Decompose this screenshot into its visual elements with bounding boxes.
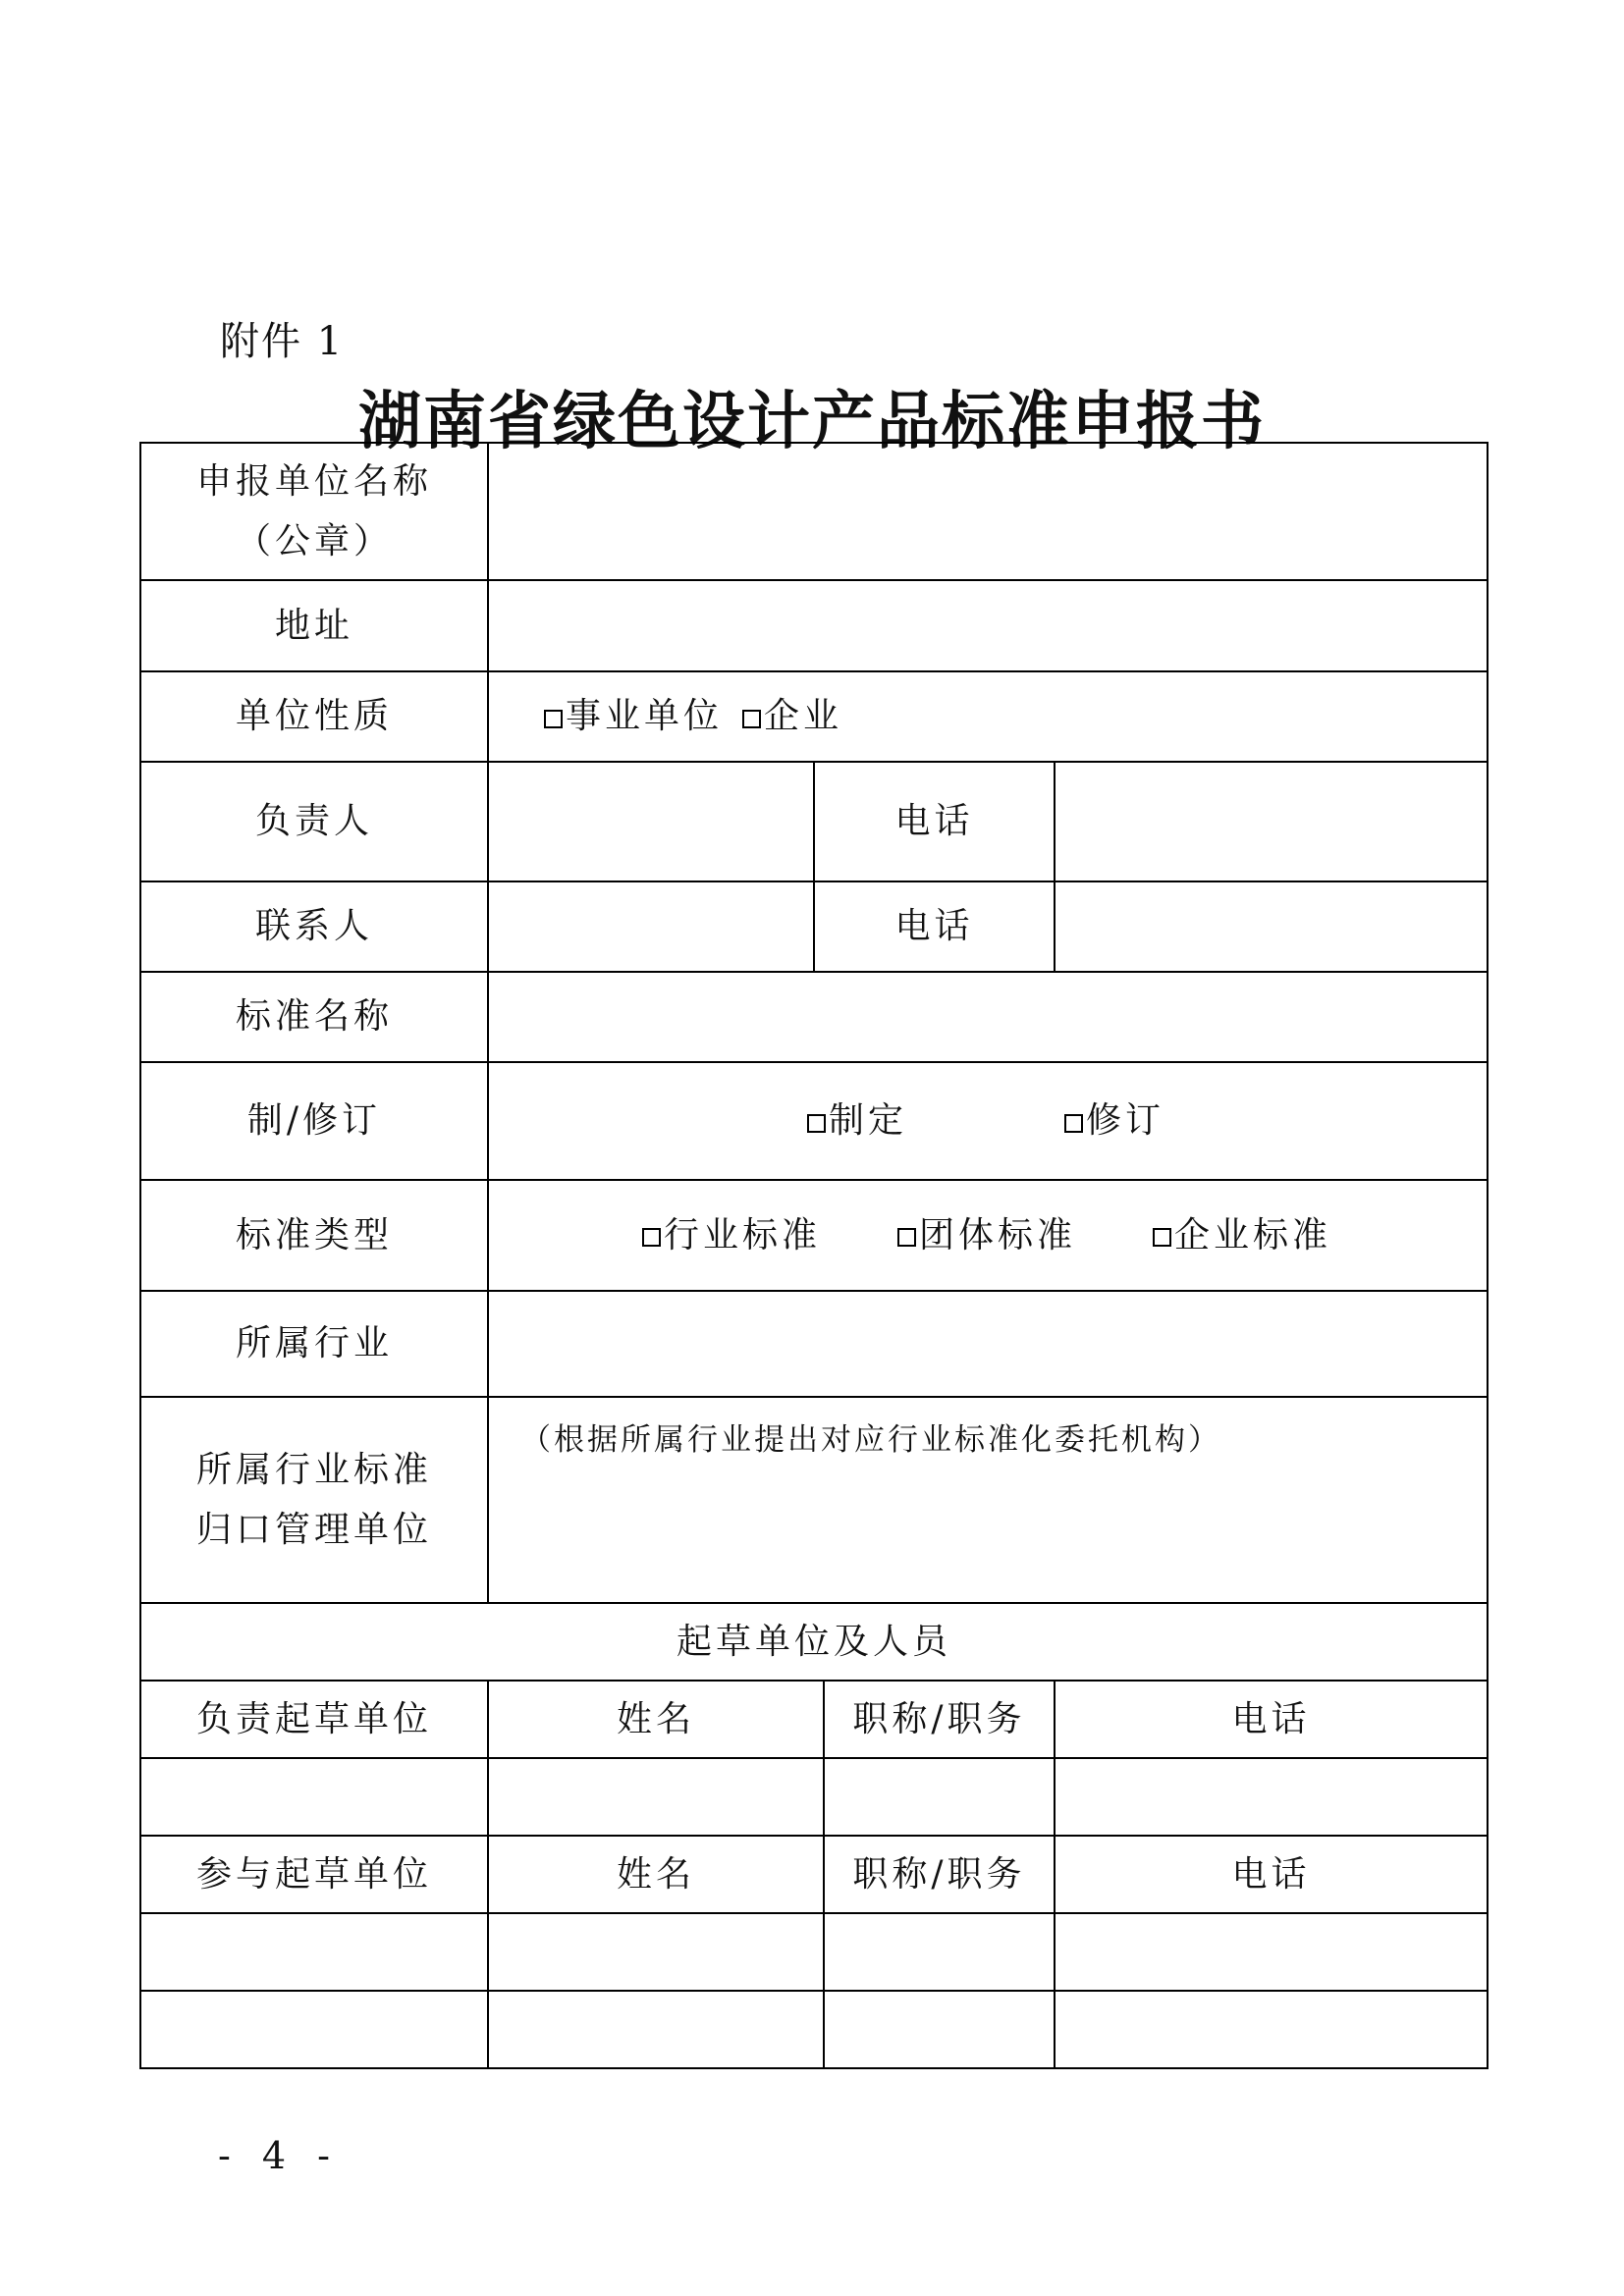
row-address bbox=[140, 580, 1488, 671]
part-name-field[interactable] bbox=[488, 1913, 824, 1991]
lead-drafter-header: 负责起草单位 bbox=[140, 1681, 488, 1758]
row-leader bbox=[140, 762, 1488, 881]
revision-option-create[interactable]: 制定 bbox=[807, 1091, 907, 1150]
lead-name-header: 姓名 bbox=[488, 1681, 824, 1758]
lead-title-field[interactable] bbox=[824, 1758, 1055, 1836]
applicant-label-cell bbox=[140, 443, 488, 580]
type-option-industry[interactable]: 行业标准 bbox=[642, 1205, 821, 1265]
checkbox-icon[interactable] bbox=[1064, 1114, 1083, 1133]
lead-phone-header: 电话 bbox=[1055, 1681, 1488, 1758]
contact-phone-field[interactable] bbox=[1055, 881, 1488, 972]
row-management-unit bbox=[140, 1397, 1488, 1603]
page-title: 湖南省绿色设计产品标准申报书 bbox=[358, 386, 1266, 458]
part-name-header: 姓名 bbox=[488, 1836, 824, 1913]
standard-name-field[interactable] bbox=[488, 972, 1488, 1062]
contact-phone-label: 电话 bbox=[814, 881, 1055, 972]
part-phone-field[interactable] bbox=[1055, 1913, 1488, 1991]
row-applicant bbox=[140, 443, 1488, 580]
part-phone-field[interactable] bbox=[1055, 1991, 1488, 2068]
nature-label: 单位性质 bbox=[140, 671, 488, 762]
leader-phone-label: 电话 bbox=[814, 762, 1055, 881]
type-option-group[interactable]: 团体标准 bbox=[897, 1205, 1076, 1265]
applicant-field[interactable] bbox=[488, 443, 1488, 580]
part-title-header: 职称/职务 bbox=[824, 1836, 1055, 1913]
attachment-label: 附件 1 bbox=[220, 319, 345, 364]
nature-option-institution[interactable]: 事业单位 bbox=[544, 686, 723, 746]
mgmt-label-line2: 归口管理单位 bbox=[195, 1510, 432, 1550]
lead-title-header: 职称/职务 bbox=[824, 1681, 1055, 1758]
leader-field[interactable] bbox=[488, 762, 814, 881]
part-drafter-unit-field[interactable] bbox=[140, 1991, 488, 2068]
nature-options-cell bbox=[488, 671, 1488, 762]
leader-phone-field[interactable] bbox=[1055, 762, 1488, 881]
standard-type-options-cell bbox=[488, 1180, 1488, 1291]
row-part-drafter-entry-2 bbox=[140, 1991, 1488, 2068]
revision-options-cell bbox=[488, 1062, 1488, 1180]
contact-label: 联系人 bbox=[140, 881, 488, 972]
standard-type-label: 标准类型 bbox=[140, 1180, 488, 1291]
row-industry bbox=[140, 1291, 1488, 1397]
page-number: - 4 - bbox=[218, 2134, 341, 2177]
row-standard-name bbox=[140, 972, 1488, 1062]
row-revision bbox=[140, 1062, 1488, 1180]
part-drafter-header: 参与起草单位 bbox=[140, 1836, 488, 1913]
checkbox-icon[interactable] bbox=[642, 1228, 661, 1247]
row-part-drafter-header bbox=[140, 1836, 1488, 1913]
contact-field[interactable] bbox=[488, 881, 814, 972]
industry-field[interactable] bbox=[488, 1291, 1488, 1397]
drafting-section-title: 起草单位及人员 bbox=[140, 1603, 1488, 1681]
applicant-seal-label: （公章） bbox=[235, 521, 393, 561]
revision-option-revise[interactable]: 修订 bbox=[1064, 1091, 1164, 1150]
part-drafter-unit-field[interactable] bbox=[140, 1913, 488, 1991]
type-option-enterprise[interactable]: 企业标准 bbox=[1153, 1205, 1331, 1265]
mgmt-field[interactable] bbox=[488, 1397, 1488, 1603]
checkbox-icon[interactable] bbox=[742, 710, 761, 728]
standard-name-label: 标准名称 bbox=[140, 972, 488, 1062]
part-name-field[interactable] bbox=[488, 1991, 824, 2068]
part-title-field[interactable] bbox=[824, 1913, 1055, 1991]
application-form-table bbox=[139, 442, 1489, 2069]
mgmt-note: （根据所属行业提出对应行业标准化委托机构） bbox=[520, 1422, 1221, 1458]
checkbox-icon[interactable] bbox=[897, 1228, 916, 1247]
mgmt-label-line1: 所属行业标准 bbox=[195, 1449, 432, 1490]
part-phone-header: 电话 bbox=[1055, 1836, 1488, 1913]
row-standard-type bbox=[140, 1180, 1488, 1291]
mgmt-label-cell bbox=[140, 1397, 488, 1603]
industry-label: 所属行业 bbox=[140, 1291, 488, 1397]
revision-label: 制/修订 bbox=[140, 1062, 488, 1180]
checkbox-icon[interactable] bbox=[544, 710, 563, 728]
row-lead-drafter-entry bbox=[140, 1758, 1488, 1836]
address-field[interactable] bbox=[488, 580, 1488, 671]
checkbox-icon[interactable] bbox=[807, 1114, 826, 1133]
row-contact bbox=[140, 881, 1488, 972]
row-lead-drafter-header bbox=[140, 1681, 1488, 1758]
applicant-label: 申报单位名称 bbox=[195, 460, 432, 502]
nature-option-enterprise[interactable]: 企业 bbox=[742, 686, 842, 746]
row-part-drafter-entry-1 bbox=[140, 1913, 1488, 1991]
lead-drafter-unit-field[interactable] bbox=[140, 1758, 488, 1836]
address-label: 地址 bbox=[140, 580, 488, 671]
row-drafting-section bbox=[140, 1603, 1488, 1681]
checkbox-icon[interactable] bbox=[1153, 1228, 1171, 1247]
lead-phone-field[interactable] bbox=[1055, 1758, 1488, 1836]
row-nature bbox=[140, 671, 1488, 762]
part-title-field[interactable] bbox=[824, 1991, 1055, 2068]
lead-name-field[interactable] bbox=[488, 1758, 824, 1836]
leader-label: 负责人 bbox=[140, 762, 488, 881]
